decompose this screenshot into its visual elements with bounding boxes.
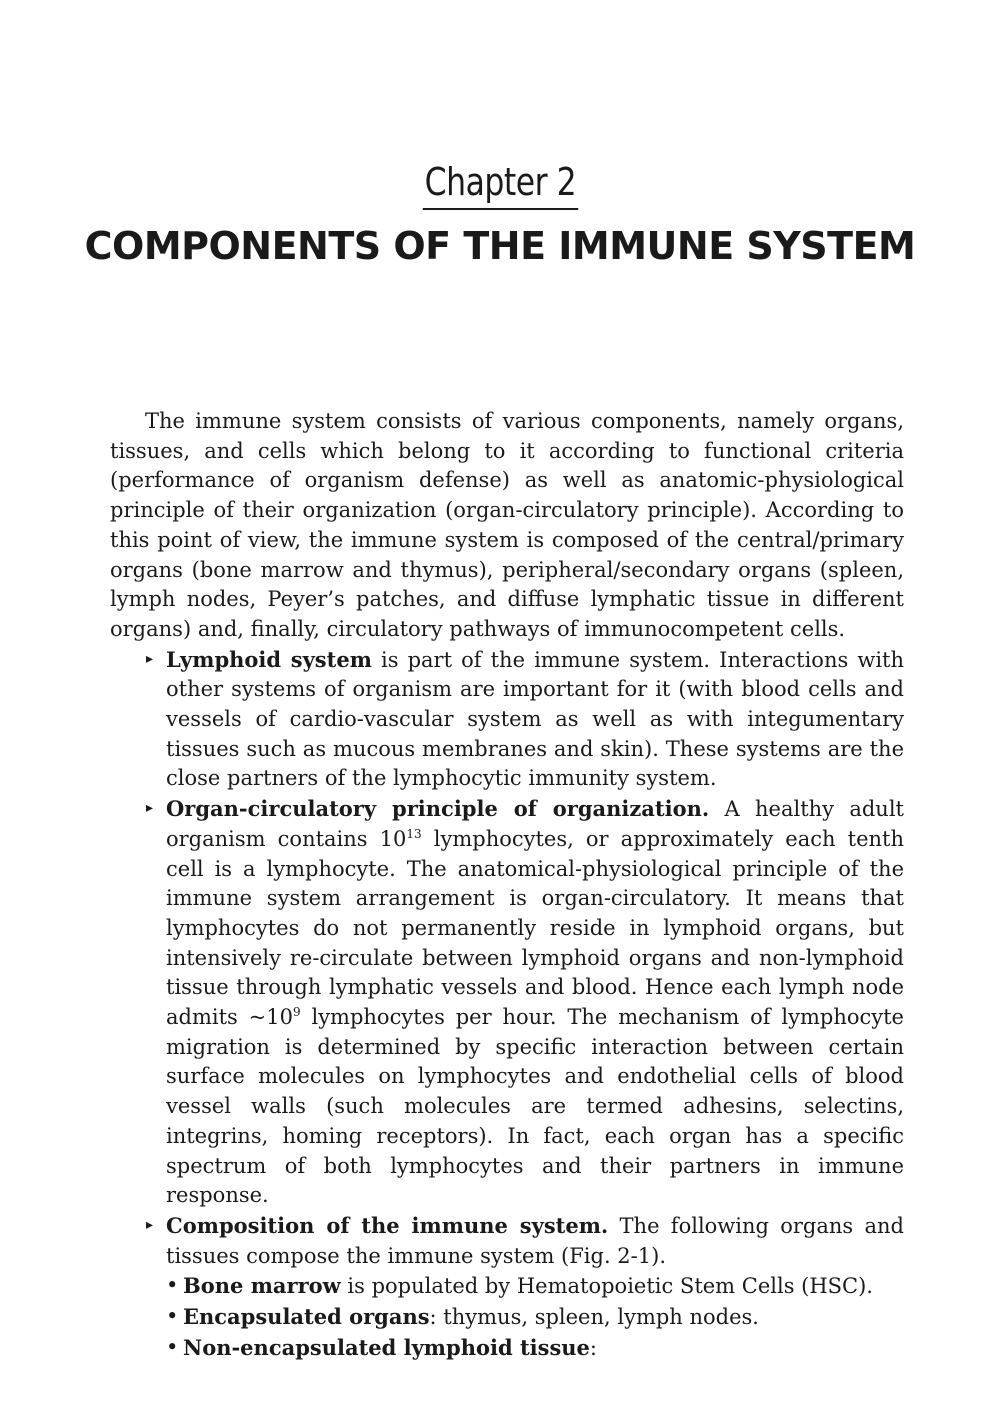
sub-bullet-term: Encapsulated organs	[183, 1304, 430, 1330]
bullet-list	[110, 645, 904, 1272]
bullet-dot-icon: •	[166, 1334, 179, 1359]
bullet-text: lymphocytes, or approximately each tenth cell is a lymphocyte. The anatomical-physiological principle of the immune system arrangement is organ-circulatory. It means that lymphocytes do not permanently reside in lymphoid organs, but intensively re-circulate between lymphoid organs and non-lymphoid tissue through lymphatic vessels and blood. Hence each lymph node admits ~10	[166, 826, 904, 1030]
bullet-text: A healthy adult organism contains 10	[166, 797, 904, 851]
bullet-arrow-icon: ▸	[146, 800, 154, 817]
chapter-number: Chapter 2	[422, 160, 577, 210]
bullet-term: Composition of the immune system.	[166, 1212, 609, 1238]
sub-bullet-bone-marrow	[110, 1271, 904, 1302]
bullet-item-organ-circulatory	[110, 794, 904, 1211]
bullet-text: The following organs and tissues compose the immune system (Fig. 2-1).	[166, 1213, 904, 1268]
sub-bullet-text: : thymus, spleen, lymph nodes.	[429, 1305, 759, 1330]
sub-bullet-text: is populated by Hematopoietic Stem Cells (HSC).	[340, 1274, 873, 1299]
bullet-term: Organ-circulatory principle of organization.	[166, 796, 710, 822]
bullet-text: lymphocytes per hour. The mechanism of lymphocyte migration is determined by specific interaction between certain surface molecules on lymphocytes and endothelial cells of blood vessel walls (such molecules are termed adhesins, selectins, integrins, homing receptors). In fact, each organ has a specific spectrum of both lymphocytes and their partners in immune response.	[166, 1005, 904, 1208]
bullet-term: Lymphoid system	[166, 646, 372, 672]
bullet-dot-icon: •	[166, 1304, 179, 1329]
intro-paragraph: The immune system consists of various components, namely organs, tissues, and cells which belong to it according to functional criteria (performance of organism defense) as well as anatomic-physiological principle of their organization (organ-circulatory principle). According to this point of view, the immune system is composed of the central/primary organs (bone marrow and thymus), peripheral/secondary organs (spleen, lymph nodes, Peyer’s patches, and diffuse lymphatic tissue in different organs) and, finally, circulatory pathways of immunocompetent cells.	[110, 409, 904, 641]
bullet-item-composition	[110, 1211, 904, 1271]
bullet-text: is part of the immune system. Interactions with other systems of organism are important for it (with blood cells and vessels of cardio-vascular system as well as with integumentary tissues such as mucous membranes and skin). These systems are the close partners of the lymphocytic immunity system.	[166, 647, 904, 791]
chapter-title: COMPONENTS OF THE IMMUNE SYSTEM	[84, 224, 916, 268]
sub-bullet-non-encapsulated	[110, 1333, 904, 1364]
body-text	[110, 407, 904, 1364]
sub-bullet-term: Bone marrow	[183, 1273, 341, 1299]
chapter-label	[0, 160, 1000, 210]
bullet-arrow-icon: ▸	[146, 650, 154, 667]
bullet-dot-icon: •	[166, 1273, 179, 1298]
bullet-item-lymphoid-system	[110, 645, 904, 795]
sub-bullet-list	[110, 1271, 904, 1363]
sub-bullet-encapsulated	[110, 1302, 904, 1333]
exponent: 13	[406, 826, 422, 841]
bullet-arrow-icon: ▸	[146, 1216, 154, 1233]
exponent: 9	[292, 1005, 301, 1020]
sub-bullet-text: :	[589, 1335, 597, 1360]
sub-bullet-term: Non-encapsulated lymphoid tissue	[183, 1334, 590, 1360]
